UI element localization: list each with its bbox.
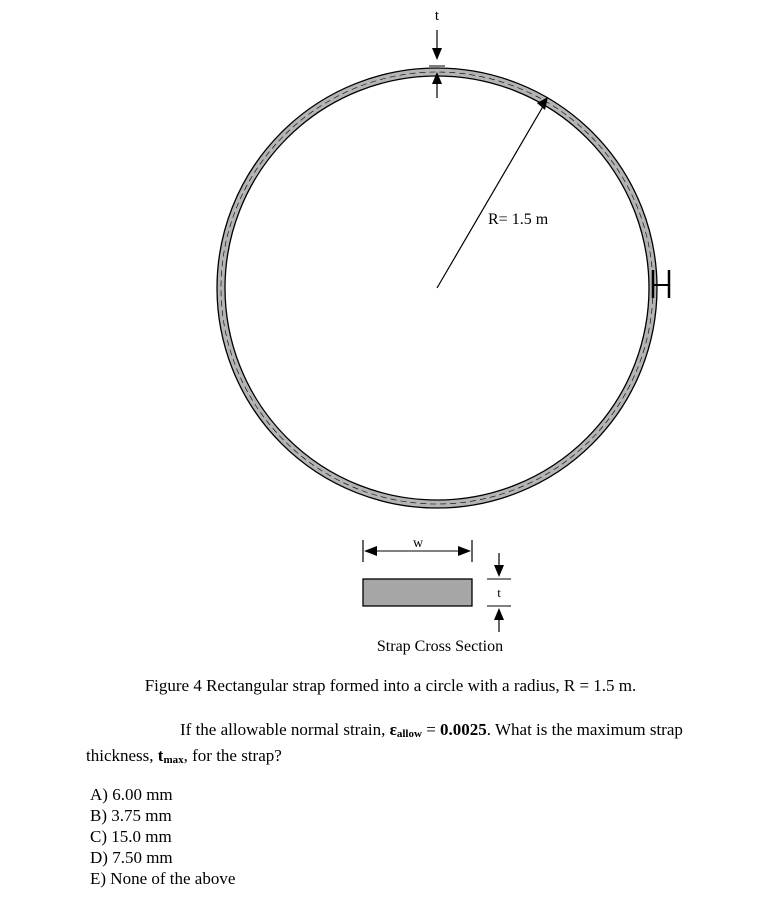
width-dimension bbox=[363, 536, 472, 562]
tmax-subscript: max bbox=[163, 754, 184, 766]
strain-subscript: allow bbox=[396, 728, 422, 740]
width-label: w bbox=[412, 536, 424, 551]
question-text bbox=[86, 719, 736, 771]
radius-dimension bbox=[437, 97, 549, 288]
cross-thickness-label: t bbox=[497, 585, 501, 600]
tmax-symbol: tmax bbox=[157, 746, 184, 766]
top-thickness-label: t bbox=[434, 8, 440, 24]
choice-d[interactable]: D) 7.50 mm bbox=[90, 848, 173, 867]
strain-symbol: εallow bbox=[389, 720, 422, 740]
top-thickness-dimension bbox=[429, 8, 445, 98]
choice-e[interactable]: E) None of the above bbox=[90, 869, 236, 888]
question-prefix: If the allowable normal strain, bbox=[180, 720, 390, 739]
question-middle: . What is the maximum strap thickness, bbox=[86, 720, 683, 765]
cross-section-rect bbox=[363, 579, 472, 606]
choice-c[interactable]: C) 15.0 mm bbox=[90, 827, 172, 846]
radius-label: R= 1.5 m bbox=[488, 211, 549, 228]
choice-b[interactable]: B) 3.75 mm bbox=[90, 806, 172, 825]
question-suffix: , for the strap? bbox=[183, 746, 282, 765]
question-equals: = bbox=[421, 720, 441, 739]
cross-thickness-dimension bbox=[487, 553, 511, 632]
choice-a[interactable]: A) 6.00 mm bbox=[90, 785, 173, 804]
strain-value: 0.0025 bbox=[440, 720, 487, 739]
cross-section-title: Strap Cross Section bbox=[376, 638, 504, 655]
figure-caption: Figure 4 Rectangular strap formed into a circle with a radius, R = 1.5 m. bbox=[144, 676, 637, 695]
answer-choices bbox=[90, 784, 235, 889]
